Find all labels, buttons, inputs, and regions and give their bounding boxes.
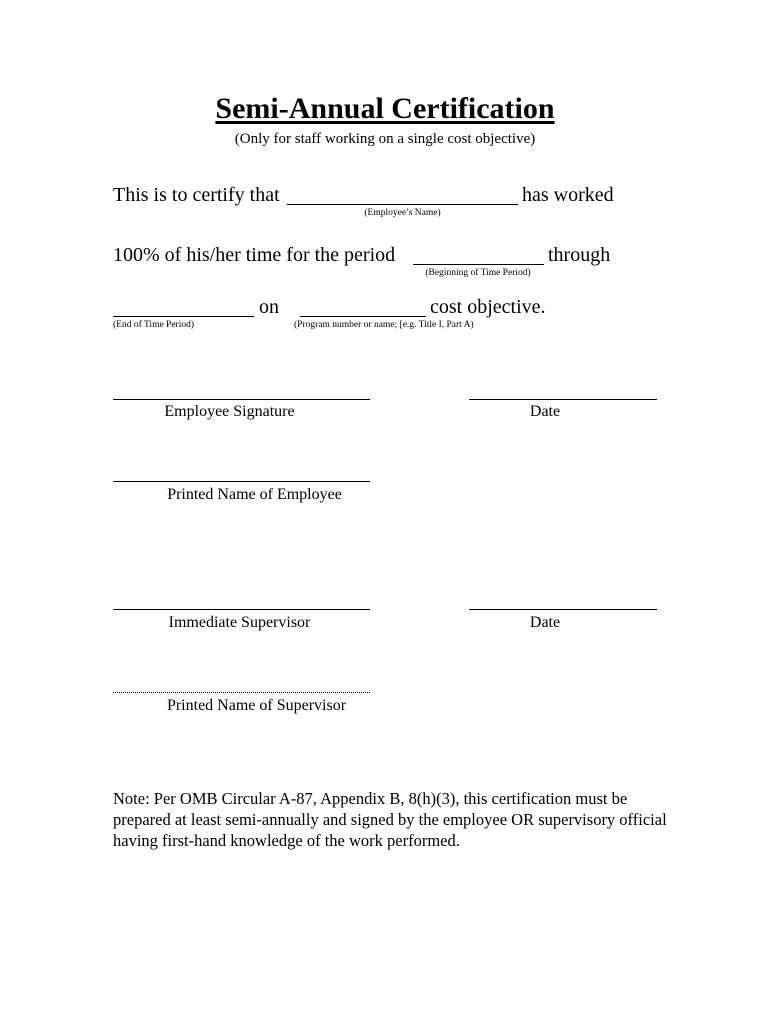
page-title: Semi-Annual Certification xyxy=(215,92,555,125)
certify-prefix: This is to certify that xyxy=(113,184,280,206)
printed-name-supervisor-line[interactable] xyxy=(113,692,370,693)
supervisor-date-line[interactable] xyxy=(469,609,657,610)
printed-name-supervisor-label: Printed Name of Supervisor xyxy=(166,697,347,714)
beginning-period-caption: (Beginning of Time Period) xyxy=(425,268,531,278)
supervisor-signature-label: Immediate Supervisor xyxy=(168,614,311,631)
employee-date-line[interactable] xyxy=(469,399,657,400)
printed-name-employee-line[interactable] xyxy=(113,481,370,482)
employee-name-field[interactable] xyxy=(287,204,518,205)
employee-signature-label: Employee Signature xyxy=(164,403,295,420)
employee-signature-line[interactable] xyxy=(113,399,370,400)
beginning-period-field[interactable] xyxy=(413,264,544,265)
period-suffix: through xyxy=(548,244,611,266)
period-prefix: 100% of his/her time for the period xyxy=(113,244,396,266)
supervisor-signature-line[interactable] xyxy=(113,609,370,610)
printed-name-employee-label: Printed Name of Employee xyxy=(167,486,342,503)
employee-name-caption: (Employee’s Name) xyxy=(364,208,441,218)
supervisor-date-label: Date xyxy=(529,614,561,631)
end-period-field[interactable] xyxy=(113,316,254,317)
end-period-caption: (End of Time Period) xyxy=(113,320,195,330)
program-field[interactable] xyxy=(300,316,426,317)
on-text: on xyxy=(259,296,279,318)
cost-objective-text: cost objective. xyxy=(430,296,546,318)
certify-suffix: has worked xyxy=(522,184,614,206)
page-subtitle: (Only for staff working on a single cost objective) xyxy=(234,131,536,147)
employee-date-label: Date xyxy=(529,403,561,420)
omb-note: Note: Per OMB Circular A-87, Appendix B, 8(h)(3), this certification must be prepared at least semi-annually and signed by the employee OR supervisory official having first-hand knowledge of the work performed. xyxy=(113,789,667,850)
program-caption: (Program number or name; [e.g. Title I, Part A) xyxy=(294,320,474,330)
